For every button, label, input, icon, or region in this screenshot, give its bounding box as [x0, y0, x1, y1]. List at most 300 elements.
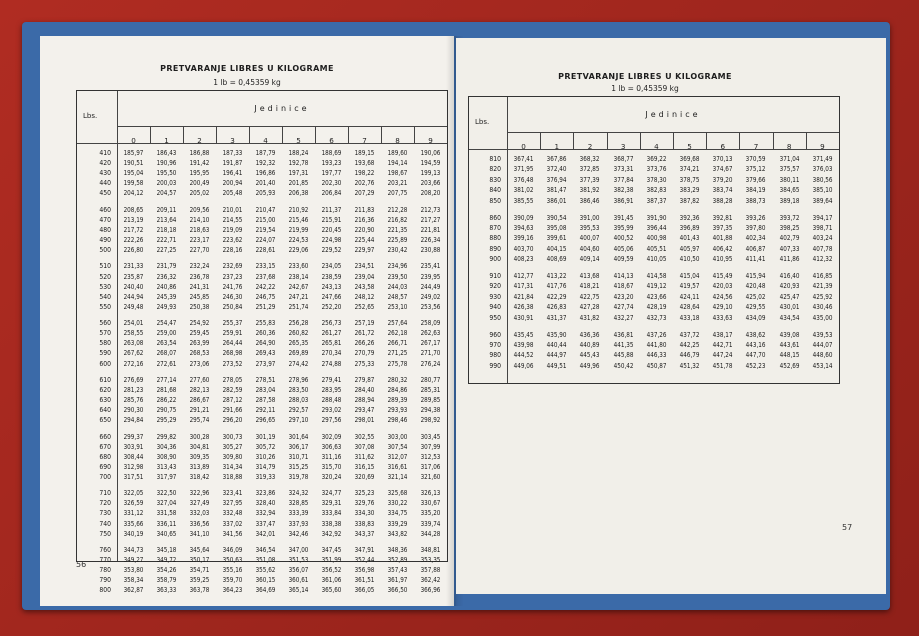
- kilogram-cell: 244,03: [387, 282, 408, 291]
- row-lbs-value: 630: [99, 396, 111, 404]
- kilogram-cell: 235,87: [123, 272, 144, 281]
- kilogram-cell: 293,93: [387, 406, 408, 415]
- column-header-3: 3: [620, 142, 626, 151]
- kilogram-cell: 344,28: [420, 529, 441, 538]
- kilogram-cell: 259,45: [189, 329, 210, 338]
- row-lbs-value: 800: [99, 586, 111, 595]
- column-divider: [540, 132, 541, 149]
- kilogram-cell: 405,51: [646, 244, 667, 253]
- kilogram-cell: 192,32: [255, 159, 276, 168]
- kilogram-cell: 362,42: [420, 576, 441, 585]
- kilogram-cell: 349,27: [123, 556, 144, 564]
- kilogram-cell: 277,14: [156, 375, 177, 384]
- row-lbs-value: 450: [99, 189, 111, 198]
- kilogram-cell: 237,68: [255, 272, 276, 281]
- kilogram-cell: 283,95: [321, 385, 342, 394]
- kilogram-cell: 236,78: [189, 272, 210, 281]
- kilogram-cell: 366,05: [354, 586, 375, 595]
- kilogram-cell: 241,76: [222, 282, 243, 291]
- column-header-7: 7: [753, 142, 759, 151]
- kilogram-cell: 356,52: [321, 566, 342, 575]
- kilogram-cell: 362,87: [123, 586, 144, 595]
- column-header-4: 4: [263, 136, 268, 145]
- kilogram-cell: 406,42: [712, 244, 733, 253]
- kilogram-cell: 238,59: [321, 272, 342, 281]
- row-lbs-value: 870: [489, 223, 501, 232]
- kilogram-cell: 247,21: [288, 292, 309, 301]
- kilogram-cell: 434,54: [779, 313, 800, 322]
- kilogram-cell: 222,26: [123, 236, 144, 244]
- kilogram-cell: 260,36: [255, 329, 276, 338]
- row-lbs-value: 840: [489, 186, 501, 195]
- kilogram-cell: 267,62: [123, 349, 144, 358]
- kilogram-cell: 321,14: [387, 472, 408, 481]
- kilogram-cell: 248,57: [387, 292, 408, 301]
- kilogram-cell: 288,48: [321, 396, 342, 404]
- kilogram-cell: 347,45: [321, 545, 342, 554]
- kilogram-cell: 382,83: [646, 186, 667, 195]
- kilogram-cell: 301,19: [255, 432, 276, 441]
- kilogram-cell: 330,67: [420, 499, 441, 508]
- kilogram-cell: 416,85: [812, 272, 833, 280]
- kilogram-cell: 365,60: [321, 586, 342, 595]
- kilogram-cell: 348,36: [387, 545, 408, 554]
- kilogram-cell: 451,32: [679, 361, 700, 370]
- kilogram-cell: 386,01: [546, 196, 567, 205]
- kilogram-cell: 422,75: [580, 292, 600, 301]
- row-lbs-value: 510: [99, 262, 111, 271]
- kilogram-cell: 396,44: [646, 223, 667, 232]
- kilogram-cell: 378,30: [646, 175, 667, 184]
- kilogram-cell: 315,70: [321, 462, 342, 471]
- kilogram-cell: 229,06: [288, 246, 309, 255]
- row-lbs-value: 470: [99, 215, 111, 224]
- kilogram-cell: 451,78: [712, 361, 733, 370]
- kilogram-cell: 397,35: [712, 223, 733, 232]
- kilogram-cell: 431,82: [580, 313, 600, 322]
- kilogram-cell: 376,03: [812, 165, 833, 174]
- column-divider: [640, 132, 641, 149]
- kilogram-cell: 316,15: [354, 462, 375, 471]
- kilogram-cell: 418,67: [613, 282, 634, 291]
- row-lbs-value: 900: [489, 255, 501, 264]
- kilogram-cell: 369,68: [679, 155, 700, 163]
- kilogram-cell: 345,18: [156, 545, 177, 554]
- kilogram-cell: 415,04: [679, 272, 700, 280]
- kilogram-cell: 236,32: [156, 272, 177, 281]
- kilogram-cell: 257,64: [387, 319, 408, 328]
- row-lbs-value: 920: [489, 282, 501, 291]
- kilogram-cell: 196,41: [222, 169, 243, 178]
- row-lbs-value: 440: [99, 179, 111, 188]
- kilogram-cell: 197,31: [288, 169, 309, 178]
- kilogram-cell: 224,07: [255, 236, 276, 244]
- kilogram-cell: 366,96: [420, 586, 441, 595]
- kilogram-cell: 196,86: [255, 169, 276, 178]
- kilogram-cell: 397,80: [746, 223, 766, 232]
- kilogram-cell: 380,56: [812, 175, 833, 184]
- kilogram-cell: 346,54: [255, 545, 276, 554]
- right-page-title: PRETVARANJE LIBRES U KILOGRAME: [558, 72, 732, 81]
- kilogram-cell: 227,70: [189, 246, 210, 255]
- kilogram-cell: 249,48: [123, 302, 144, 311]
- row-lbs-value: 780: [99, 566, 111, 575]
- kilogram-cell: 411,41: [746, 255, 766, 264]
- kilogram-cell: 417,31: [513, 282, 534, 291]
- kilogram-cell: 204,12: [123, 189, 144, 198]
- kilogram-cell: 307,54: [387, 442, 408, 451]
- kilogram-cell: 200,03: [156, 179, 177, 188]
- kilogram-cell: 203,21: [387, 179, 408, 188]
- column-divider: [381, 126, 382, 143]
- kilogram-cell: 272,16: [123, 359, 144, 368]
- kilogram-cell: 244,49: [420, 282, 441, 291]
- kilogram-cell: 235,41: [420, 262, 441, 271]
- kilogram-cell: 367,41: [513, 155, 534, 163]
- kilogram-cell: 429,55: [746, 303, 766, 312]
- kilogram-cell: 375,57: [779, 165, 800, 174]
- kilogram-cell: 433,63: [712, 313, 733, 322]
- kilogram-cell: 391,00: [580, 213, 600, 222]
- kilogram-cell: 440,44: [546, 340, 567, 349]
- kilogram-cell: 356,98: [354, 566, 375, 575]
- kilogram-cell: 218,63: [189, 225, 210, 234]
- kilogram-cell: 328,85: [288, 499, 309, 508]
- kilogram-cell: 317,06: [420, 462, 441, 471]
- kilogram-cell: 413,68: [580, 272, 600, 280]
- kilogram-cell: 339,74: [420, 519, 441, 528]
- row-lbs-value: 550: [99, 302, 111, 311]
- kilogram-cell: 256,28: [288, 319, 309, 328]
- kilogram-cell: 430,46: [812, 303, 833, 312]
- kilogram-cell: 423,20: [613, 292, 634, 301]
- column-header-2: 2: [587, 142, 593, 151]
- row-lbs-value: 850: [489, 196, 501, 205]
- kilogram-cell: 186,43: [156, 149, 177, 157]
- kilogram-cell: 404,15: [546, 244, 567, 253]
- kilogram-cell: 403,24: [812, 234, 833, 243]
- column-divider: [607, 132, 608, 149]
- kilogram-cell: 289,39: [387, 396, 408, 404]
- left-page-title: PRETVARANJE LIBRES U KILOGRAME: [160, 64, 334, 73]
- kilogram-cell: 340,19: [123, 529, 144, 538]
- kilogram-cell: 270,79: [354, 349, 375, 358]
- kilogram-cell: 348,81: [420, 545, 441, 554]
- column-divider: [183, 126, 184, 143]
- kilogram-cell: 213,19: [123, 215, 144, 224]
- kilogram-cell: 229,52: [321, 246, 342, 255]
- kilogram-cell: 232,24: [189, 262, 210, 271]
- kilogram-cell: 303,45: [420, 432, 441, 441]
- kilogram-cell: 332,48: [222, 509, 243, 518]
- kilogram-cell: 330,22: [387, 499, 408, 508]
- kilogram-cell: 425,02: [746, 292, 766, 301]
- kilogram-cell: 424,56: [712, 292, 733, 301]
- column-header-3: 3: [230, 136, 235, 145]
- kilogram-cell: 322,05: [123, 489, 144, 498]
- kilogram-cell: 449,06: [513, 361, 534, 370]
- row-lbs-value: 810: [489, 155, 501, 163]
- kilogram-cell: 354,26: [156, 566, 177, 575]
- kilogram-cell: 319,33: [255, 472, 276, 481]
- kilogram-cell: 327,49: [189, 499, 210, 508]
- column-header-4: 4: [654, 142, 659, 151]
- kilogram-cell: 214,10: [189, 215, 210, 224]
- lbs-column-divider: [507, 97, 508, 383]
- kilogram-cell: 191,42: [189, 159, 210, 168]
- left-page-subtitle: 1 lb = 0,45359 kg: [213, 78, 281, 87]
- kilogram-cell: 351,53: [288, 556, 309, 564]
- kilogram-cell: 189,15: [354, 149, 375, 157]
- kilogram-cell: 385,55: [513, 196, 534, 205]
- kilogram-cell: 355,62: [255, 566, 276, 575]
- kilogram-cell: 359,70: [222, 576, 243, 585]
- kilogram-cell: 371,04: [779, 155, 800, 163]
- kilogram-cell: 383,74: [712, 186, 733, 195]
- kilogram-cell: 266,71: [387, 339, 408, 348]
- row-lbs-value: 720: [99, 499, 111, 508]
- row-lbs-value: 910: [489, 272, 501, 280]
- left-page: [40, 36, 454, 606]
- kilogram-cell: 374,21: [679, 165, 700, 174]
- kilogram-cell: 272,61: [156, 359, 177, 368]
- kilogram-cell: 288,03: [288, 396, 309, 404]
- kilogram-cell: 452,69: [779, 361, 800, 370]
- kilogram-cell: 284,40: [354, 385, 375, 394]
- column-header-6: 6: [329, 136, 334, 145]
- kilogram-cell: 271,70: [420, 349, 441, 358]
- kilogram-cell: 194,59: [420, 159, 441, 168]
- kilogram-cell: 300,73: [222, 432, 243, 441]
- kilogram-cell: 281,23: [123, 385, 144, 394]
- kilogram-cell: 223,62: [222, 236, 243, 244]
- kilogram-cell: 254,47: [156, 319, 177, 328]
- kilogram-cell: 290,30: [123, 406, 144, 415]
- kilogram-cell: 329,76: [354, 499, 375, 508]
- kilogram-cell: 442,25: [679, 340, 700, 349]
- kilogram-cell: 421,84: [513, 292, 534, 301]
- kilogram-cell: 360,61: [288, 576, 309, 585]
- kilogram-cell: 441,35: [613, 340, 634, 349]
- kilogram-cell: 435,45: [513, 330, 534, 339]
- kilogram-cell: 438,17: [712, 330, 733, 339]
- kilogram-cell: 228,16: [222, 246, 243, 255]
- kilogram-cell: 263,99: [189, 339, 210, 348]
- kilogram-cell: 189,60: [387, 149, 408, 157]
- kilogram-cell: 208,20: [420, 189, 441, 198]
- kilogram-cell: 401,43: [679, 234, 700, 243]
- kilogram-cell: 376,48: [513, 175, 534, 184]
- kilogram-cell: 358,79: [156, 576, 177, 585]
- kilogram-cell: 352,44: [354, 556, 375, 564]
- kilogram-cell: 210,47: [255, 205, 276, 214]
- kilogram-cell: 419,57: [679, 282, 700, 291]
- kilogram-cell: 290,75: [156, 406, 177, 415]
- kilogram-cell: 410,95: [712, 255, 733, 264]
- kilogram-cell: 335,66: [123, 519, 144, 528]
- kilogram-cell: 190,06: [420, 149, 441, 157]
- column-header-8: 8: [786, 142, 792, 151]
- kilogram-cell: 206,38: [288, 189, 309, 198]
- kilogram-cell: 428,19: [646, 303, 667, 312]
- kilogram-cell: 399,16: [513, 234, 534, 243]
- kilogram-cell: 248,12: [354, 292, 375, 301]
- row-lbs-value: 570: [99, 329, 111, 338]
- kilogram-cell: 421,39: [812, 282, 833, 291]
- kilogram-cell: 211,83: [354, 205, 375, 214]
- kilogram-cell: 347,00: [288, 545, 309, 554]
- kilogram-cell: 436,81: [613, 330, 634, 339]
- kilogram-cell: 372,85: [580, 165, 600, 174]
- kilogram-cell: 239,50: [387, 272, 408, 281]
- kilogram-cell: 414,58: [646, 272, 667, 280]
- kilogram-cell: 392,36: [679, 213, 700, 222]
- kilogram-cell: 187,33: [222, 149, 243, 157]
- kilogram-cell: 327,95: [222, 499, 243, 508]
- column-divider: [773, 132, 774, 149]
- row-lbs-value: 530: [99, 282, 111, 291]
- kilogram-cell: 433,18: [679, 313, 700, 322]
- kilogram-cell: 217,72: [123, 225, 144, 234]
- kilogram-cell: 347,91: [354, 545, 375, 554]
- kilogram-cell: 197,77: [321, 169, 342, 178]
- kilogram-cell: 244,94: [123, 292, 144, 301]
- kilogram-cell: 356,07: [288, 566, 309, 575]
- left-page-number: 56: [76, 560, 87, 569]
- kilogram-cell: 328,40: [255, 499, 276, 508]
- kilogram-cell: 302,55: [354, 432, 375, 441]
- kilogram-cell: 355,16: [222, 566, 243, 575]
- kilogram-cell: 283,50: [288, 385, 309, 394]
- row-lbs-value: 980: [489, 351, 501, 360]
- row-lbs-value: 480: [99, 225, 111, 234]
- kilogram-cell: 285,31: [420, 385, 441, 394]
- kilogram-cell: 259,00: [156, 329, 177, 338]
- kilogram-cell: 304,81: [189, 442, 210, 451]
- row-lbs-value: 740: [99, 519, 111, 528]
- kilogram-cell: 417,76: [546, 282, 567, 291]
- row-lbs-value: 950: [489, 313, 501, 322]
- kilogram-cell: 409,14: [580, 255, 600, 264]
- kilogram-cell: 369,22: [646, 155, 667, 163]
- kilogram-cell: 429,10: [712, 303, 733, 312]
- column-divider: [806, 132, 807, 149]
- kilogram-cell: 331,58: [156, 509, 177, 518]
- kilogram-cell: 207,75: [387, 189, 408, 198]
- kilogram-cell: 325,23: [354, 489, 375, 498]
- kilogram-cell: 234,96: [387, 262, 408, 271]
- kilogram-cell: 426,83: [546, 303, 567, 312]
- kilogram-cell: 368,32: [580, 155, 600, 163]
- kilogram-cell: 375,12: [746, 165, 766, 174]
- kilogram-cell: 219,09: [222, 225, 243, 234]
- kilogram-cell: 411,86: [779, 255, 800, 264]
- column-divider: [673, 132, 674, 149]
- kilogram-cell: 333,39: [288, 509, 309, 518]
- kilogram-cell: 262,63: [420, 329, 441, 338]
- kilogram-cell: 267,17: [420, 339, 441, 348]
- kilogram-cell: 395,53: [580, 223, 600, 232]
- kilogram-cell: 198,67: [387, 169, 408, 178]
- right-page-number: 57: [842, 523, 853, 532]
- kilogram-cell: 225,89: [387, 236, 408, 244]
- kilogram-cell: 351,08: [255, 556, 276, 564]
- kilogram-cell: 402,79: [779, 234, 800, 243]
- kilogram-cell: 241,31: [189, 282, 210, 291]
- kilogram-cell: 233,15: [255, 262, 276, 271]
- kilogram-cell: 213,64: [156, 215, 177, 224]
- column-divider: [249, 126, 250, 143]
- kilogram-cell: 278,96: [288, 375, 309, 384]
- row-lbs-value: 820: [489, 165, 501, 174]
- kilogram-cell: 323,86: [255, 489, 276, 498]
- kilogram-cell: 259,91: [222, 329, 243, 338]
- kilogram-cell: 308,44: [123, 452, 144, 461]
- column-header-0: 0: [521, 142, 526, 151]
- kilogram-cell: 240,40: [123, 282, 144, 291]
- kilogram-cell: 314,34: [222, 462, 243, 471]
- kilogram-cell: 388,28: [712, 196, 733, 205]
- kilogram-cell: 318,42: [189, 472, 210, 481]
- kilogram-cell: 440,89: [580, 340, 600, 349]
- kilogram-cell: 377,39: [580, 175, 600, 184]
- kilogram-cell: 319,78: [288, 472, 309, 481]
- kilogram-cell: 339,29: [387, 519, 408, 528]
- kilogram-cell: 337,02: [222, 519, 243, 528]
- row-lbs-value: 990: [489, 361, 501, 370]
- row-lbs-value: 670: [99, 442, 111, 451]
- kilogram-cell: 281,68: [156, 385, 177, 394]
- kilogram-cell: 412,77: [513, 272, 534, 280]
- kilogram-cell: 400,07: [580, 234, 600, 243]
- kilogram-cell: 253,56: [420, 302, 441, 311]
- kilogram-cell: 203,66: [420, 179, 441, 188]
- row-lbs-value: 680: [99, 452, 111, 461]
- kilogram-cell: 227,25: [156, 246, 177, 255]
- kilogram-cell: 292,11: [255, 406, 276, 415]
- kilogram-cell: 390,54: [546, 213, 567, 222]
- kilogram-cell: 381,92: [580, 186, 600, 195]
- kilogram-cell: 206,84: [321, 189, 342, 198]
- kilogram-cell: 219,54: [255, 225, 276, 234]
- kilogram-cell: 282,13: [189, 385, 210, 394]
- kilogram-cell: 364,23: [222, 586, 243, 595]
- kilogram-cell: 322,96: [189, 489, 210, 498]
- row-lbs-value: 420: [99, 159, 111, 168]
- kilogram-cell: 195,50: [156, 169, 177, 178]
- kilogram-cell: 271,25: [387, 349, 408, 358]
- row-lbs-value: 890: [489, 244, 501, 253]
- kilogram-cell: 393,72: [779, 213, 800, 222]
- row-lbs-value: 700: [99, 472, 111, 481]
- kilogram-cell: 448,15: [779, 351, 800, 360]
- kilogram-cell: 444,52: [513, 351, 534, 360]
- kilogram-cell: 204,57: [156, 189, 177, 198]
- kilogram-cell: 230,88: [420, 246, 441, 255]
- column-header-2: 2: [197, 136, 202, 145]
- kilogram-cell: 305,72: [255, 442, 276, 451]
- kilogram-cell: 387,37: [646, 196, 667, 205]
- kilogram-cell: 435,00: [812, 313, 833, 322]
- kilogram-cell: 261,27: [321, 329, 342, 338]
- kilogram-cell: 263,54: [156, 339, 177, 348]
- kilogram-cell: 327,04: [156, 499, 177, 508]
- kilogram-cell: 420,93: [779, 282, 800, 291]
- kilogram-cell: 439,53: [812, 330, 833, 339]
- column-header-5: 5: [687, 142, 692, 151]
- kilogram-cell: 258,55: [123, 329, 144, 338]
- kilogram-cell: 409,59: [613, 255, 634, 264]
